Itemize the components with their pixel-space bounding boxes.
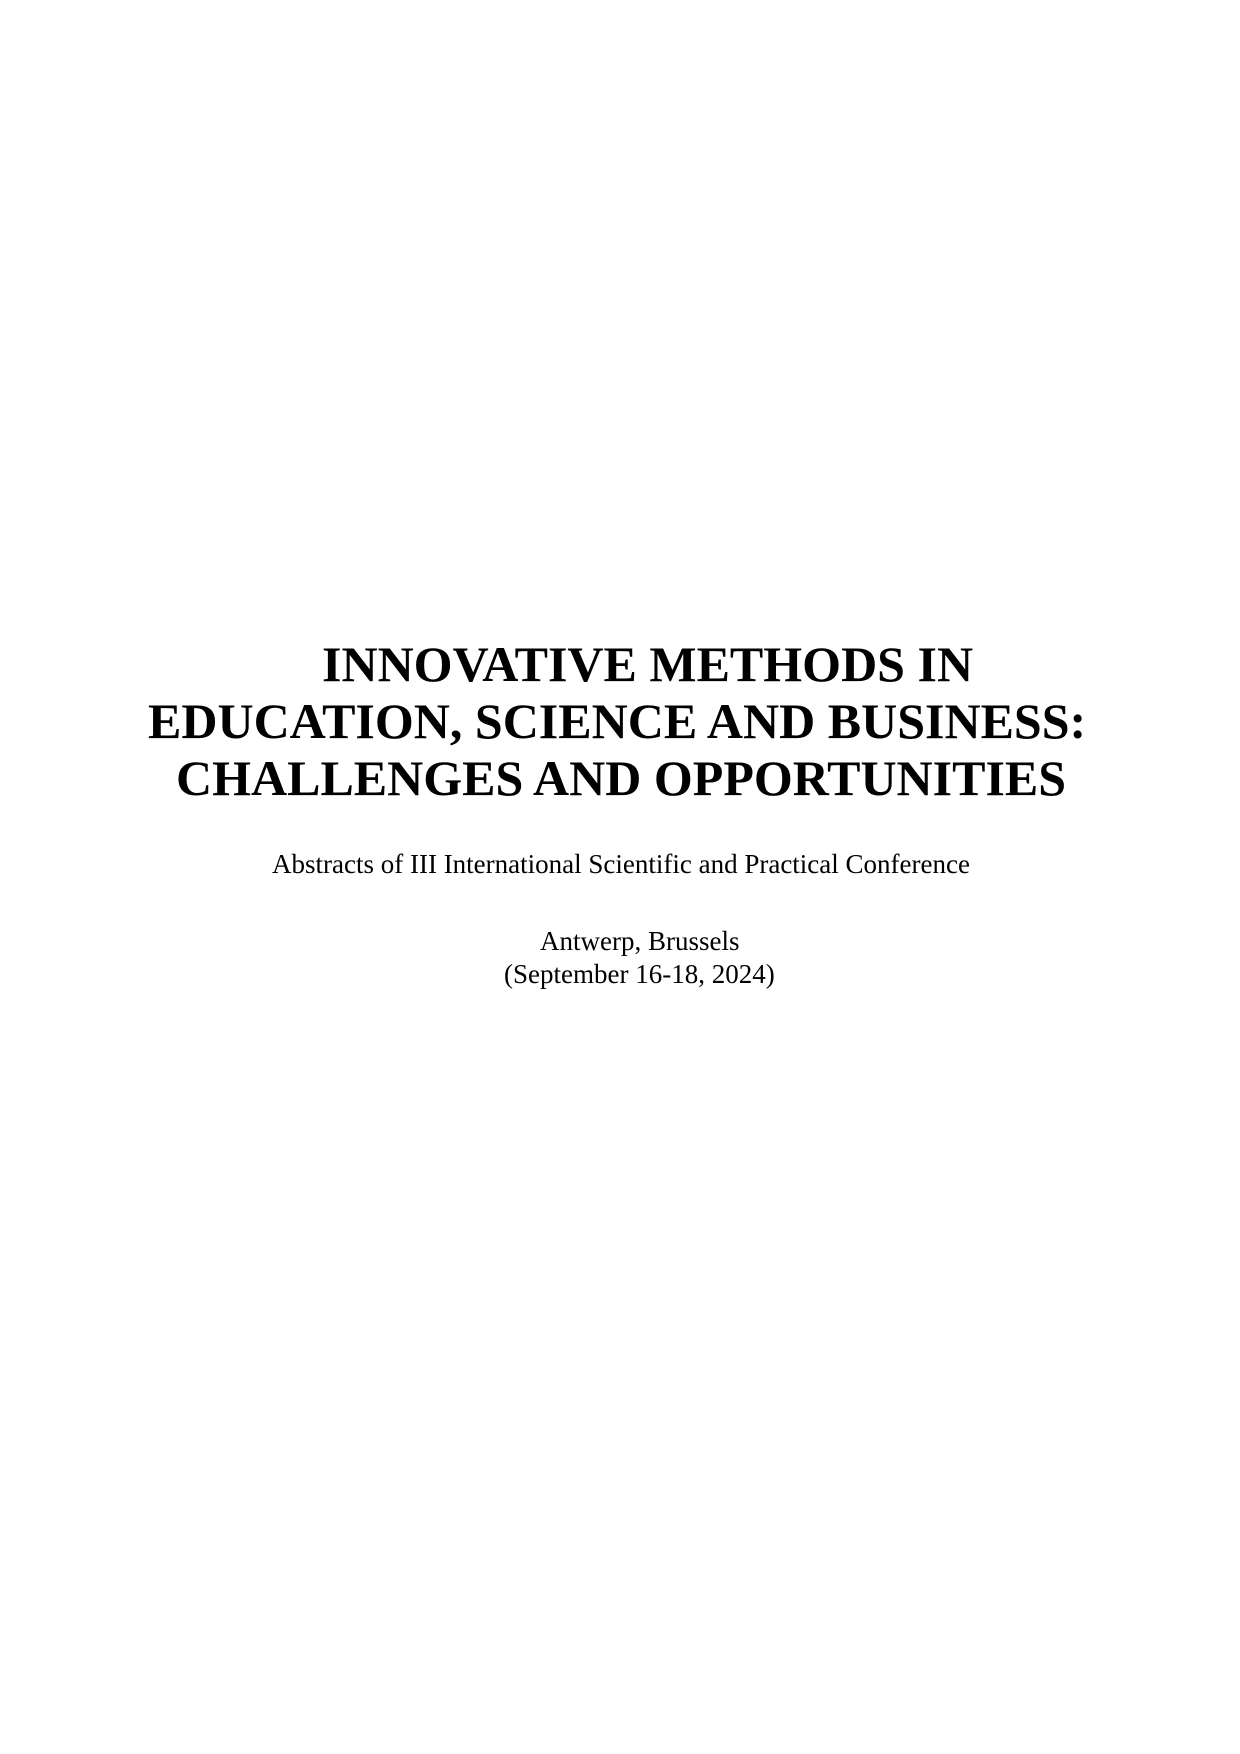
title-line-1: INNOVATIVE METHODS IN bbox=[322, 636, 974, 692]
title-line-2: EDUCATION, SCIENCE AND BUSINESS: bbox=[148, 693, 1087, 749]
conference-dates: (September 16-18, 2024) bbox=[504, 959, 775, 989]
title-line-3: CHALLENGES AND OPPORTUNITIES bbox=[176, 750, 1067, 806]
conference-location: Antwerp, Brussels bbox=[540, 926, 740, 956]
conference-subtitle: Abstracts of III International Scientific and Practical Conference bbox=[272, 849, 970, 879]
